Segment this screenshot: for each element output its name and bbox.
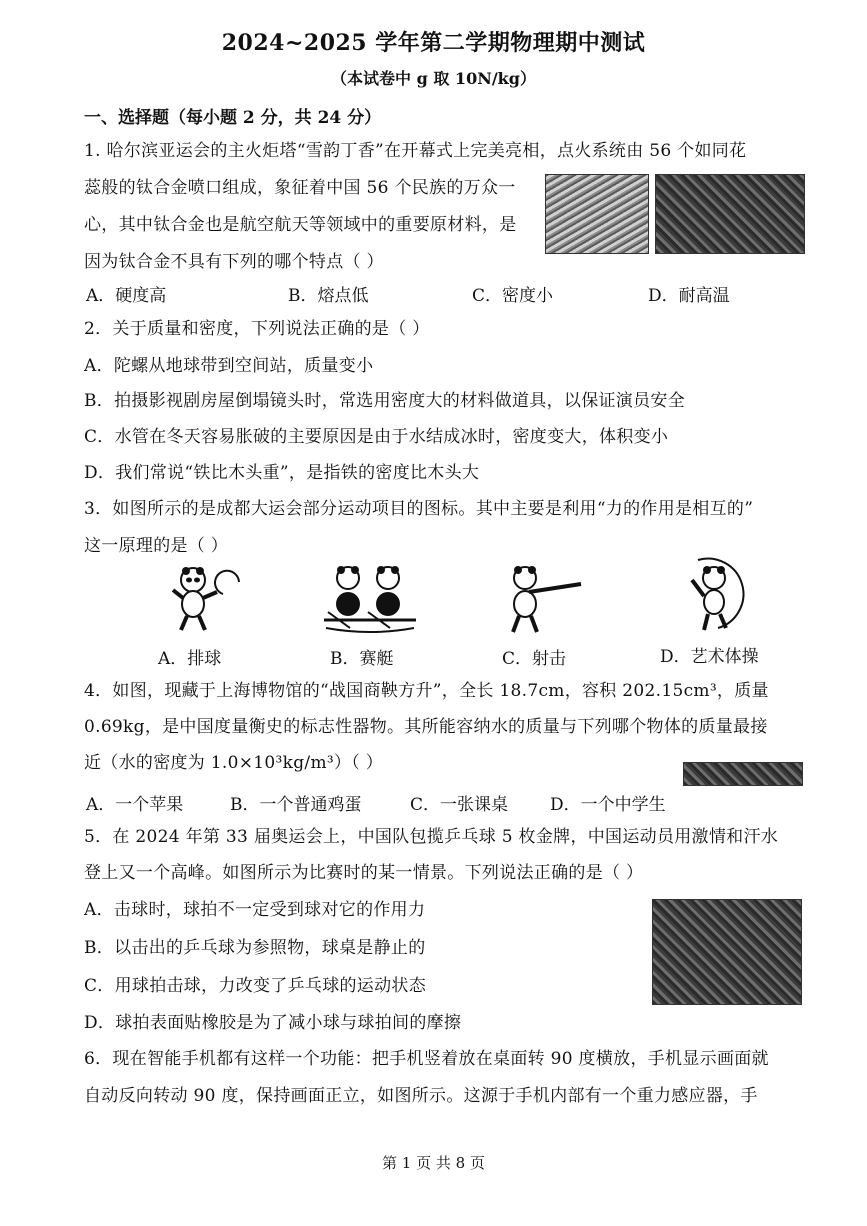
q3-caption-b: B．赛艇 xyxy=(330,649,394,669)
q2-stem: 2．关于质量和密度，下列说法正确的是（ ） xyxy=(84,319,430,339)
q2-option-b: B．拍摄影视剧房屋倒塌镜头时，常选用密度大的材料做道具，以保证演员安全 xyxy=(84,391,685,411)
q4-option-b: B．一个普通鸡蛋 xyxy=(230,795,362,815)
q1-line-3: 心，其中钛合金也是航空航天等领域中的重要原材料，是 xyxy=(84,215,517,235)
q2-option-a: A．陀螺从地球带到空间站，质量变小 xyxy=(84,356,374,376)
shooting-panda-icon xyxy=(495,562,585,642)
q3-caption-c: C．射击 xyxy=(502,649,567,669)
q1-option-a: A．硬度高 xyxy=(86,286,167,306)
gymnastics-panda-icon xyxy=(678,550,758,640)
page-number: 第 1 页 共 8 页 xyxy=(382,1154,485,1172)
q3-line-2: 这一原理的是（ ） xyxy=(84,536,229,556)
q1-option-b: B．熔点低 xyxy=(288,286,369,306)
q1-line-4: 因为钛合金不具有下列的哪个特点（ ） xyxy=(84,252,384,272)
q4-line-3: 近（水的密度为 1.0×10³kg/m³）（ ） xyxy=(84,753,384,773)
q5-line-1: 5．在 2024 年第 33 届奥运会上，中国队包揽乒乓球 5 枚金牌，中国运动员用激情和汗水 xyxy=(84,827,779,847)
torch-night-photo xyxy=(655,174,805,254)
q1-line-1: 1. 哈尔滨亚运会的主火炬塔“雪韵丁香”在开幕式上完美亮相，点火系统由 56 个如同花 xyxy=(84,141,747,161)
q1-line-2: 蕊般的钛合金喷口组成，象征着中国 56 个民族的万众一 xyxy=(84,178,516,198)
torch-photo xyxy=(545,174,649,254)
q5-option-d: D．球拍表面贴橡胶是为了减小球与球拍间的摩擦 xyxy=(84,1013,462,1033)
volleyball-panda-icon xyxy=(165,562,245,642)
q3-caption-a: A．排球 xyxy=(158,649,222,669)
q4-line-1: 4．如图，现藏于上海博物馆的“战国商鞅方升”，全长 18.7cm，容积 202.15cm³，质量 xyxy=(84,681,769,701)
q4-option-d: D．一个中学生 xyxy=(550,795,666,815)
section-heading: 一、选择题（每小题 2 分，共 24 分） xyxy=(84,108,382,128)
exam-subtitle: （本试卷中 g 取 10N/kg） xyxy=(331,69,536,88)
q4-option-c: C．一张课桌 xyxy=(410,795,509,815)
bronze-measure-photo xyxy=(683,762,803,786)
q6-line-2: 自动反向转动 90 度，保持画面正立，如图所示。这源于手机内部有一个重力感应器，手 xyxy=(84,1086,758,1106)
table-tennis-photo xyxy=(652,899,802,1005)
q5-option-a: A．击球时，球拍不一定受到球对它的作用力 xyxy=(84,900,426,920)
q2-option-d: D．我们常说“铁比木头重”，是指铁的密度比木头大 xyxy=(84,463,480,483)
q3-line-1: 3．如图所示的是成都大运会部分运动项目的图标。其中主要是利用“力的作用是相互的” xyxy=(84,499,754,519)
exam-title: 2024~2025 学年第二学期物理期中测试 xyxy=(221,30,646,56)
q6-line-1: 6．现在智能手机都有这样一个功能：把手机竖着放在桌面转 90 度横放，手机显示画面就 xyxy=(84,1049,769,1069)
q1-option-c: C．密度小 xyxy=(472,286,554,306)
q4-line-2: 0.69kg，是中国度量衡史的标志性器物。其所能容纳水的质量与下列哪个物体的质量最接 xyxy=(84,717,768,737)
q2-option-c: C．水管在冬天容易胀破的主要原因是由于水结成冰时，密度变大，体积变小 xyxy=(84,427,669,447)
q5-line-2: 登上又一个高峰。如图所示为比赛时的某一情景。下列说法正确的是（ ） xyxy=(84,863,644,883)
q1-option-d: D．耐高温 xyxy=(648,286,730,306)
q5-option-b: B．以击出的乒乓球为参照物，球桌是静止的 xyxy=(84,938,426,958)
rowing-pandas-icon xyxy=(320,562,420,642)
q4-option-a: A．一个苹果 xyxy=(86,795,184,815)
q5-option-c: C．用球拍击球，力改变了乒乓球的运动状态 xyxy=(84,976,427,996)
q3-caption-d: D．艺术体操 xyxy=(660,647,759,667)
